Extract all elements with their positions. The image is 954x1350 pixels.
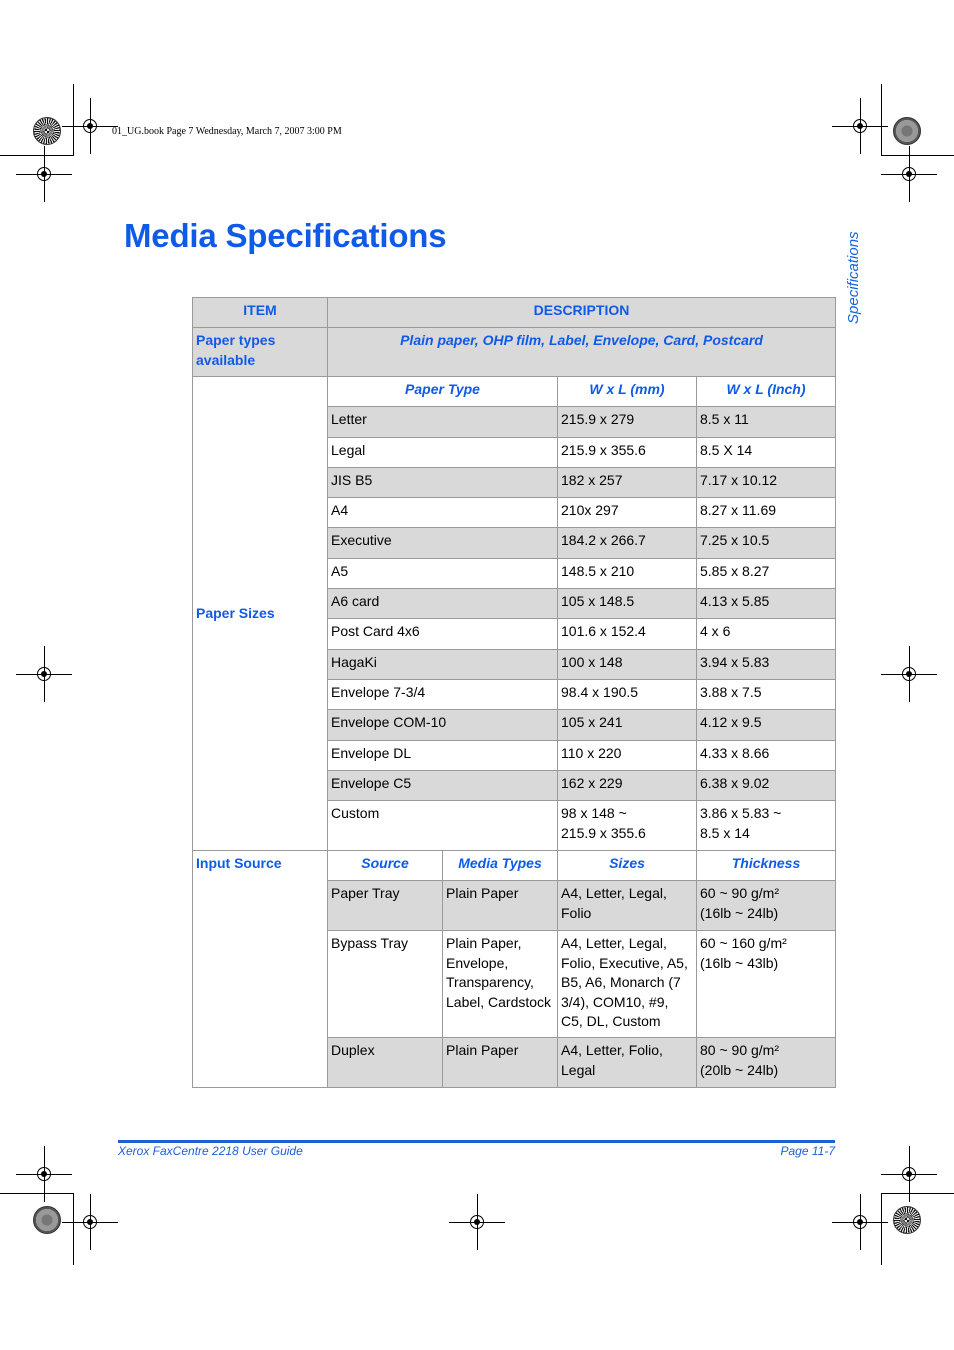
paper-type-cell: Envelope COM-10 <box>328 710 558 740</box>
inch-size-cell: 8.5 X 14 <box>697 437 836 467</box>
column-paper-type: Paper Type <box>328 377 558 407</box>
mm-size-cell: 98 x 148 ~ 215.9 x 355.6 <box>558 801 697 851</box>
crop-line <box>73 1193 74 1265</box>
inch-size-cell: 3.86 x 5.83 ~ 8.5 x 14 <box>697 801 836 851</box>
paper-type-cell: Envelope 7-3/4 <box>328 679 558 709</box>
mm-size-cell: 105 x 241 <box>558 710 697 740</box>
media-types-cell: Plain Paper <box>443 881 558 931</box>
mm-size-cell: 100 x 148 <box>558 649 697 679</box>
crop-line <box>881 84 882 156</box>
thickness-cell: 60 ~ 160 g/m² (16lb ~ 43lb) <box>697 931 836 1038</box>
crop-line <box>73 84 74 156</box>
media-types-cell: Plain Paper <box>443 1038 558 1088</box>
paper-types-label: Paper types available <box>193 328 328 377</box>
paper-type-cell: Letter <box>328 407 558 437</box>
sizes-cell: A4, Letter, Legal, Folio <box>558 881 697 931</box>
sizes-cell: A4, Letter, Legal, Folio, Executive, A5, B5, A6, Monarch (7 3/4), COM10, #9, C5, DL, Custom <box>558 931 697 1038</box>
column-mm: W x L (mm) <box>558 377 697 407</box>
crop-line <box>0 1193 73 1194</box>
paper-type-cell: Envelope DL <box>328 740 558 770</box>
thickness-cell: 60 ~ 90 g/m² (16lb ~ 24lb) <box>697 881 836 931</box>
crop-line <box>881 155 954 156</box>
crop-line <box>881 1193 954 1194</box>
inch-size-cell: 4.12 x 9.5 <box>697 710 836 740</box>
mm-size-cell: 184.2 x 266.7 <box>558 528 697 558</box>
inch-size-cell: 8.27 x 11.69 <box>697 498 836 528</box>
header-item: ITEM <box>193 298 328 328</box>
mm-size-cell: 162 x 229 <box>558 770 697 800</box>
paper-type-cell: Custom <box>328 801 558 851</box>
inch-size-cell: 4.13 x 5.85 <box>697 589 836 619</box>
table-row <box>193 298 836 328</box>
mm-size-cell: 98.4 x 190.5 <box>558 679 697 709</box>
mm-size-cell: 210x 297 <box>558 498 697 528</box>
thickness-cell: 80 ~ 90 g/m² (20lb ~ 24lb) <box>697 1038 836 1088</box>
paper-type-cell: JIS B5 <box>328 467 558 497</box>
paper-type-cell: HagaKi <box>328 649 558 679</box>
paper-type-cell: A5 <box>328 558 558 588</box>
header-description: DESCRIPTION <box>328 298 836 328</box>
page-title: Media Specifications <box>124 217 447 254</box>
mm-size-cell: 110 x 220 <box>558 740 697 770</box>
color-bar-icon <box>893 117 921 145</box>
source-cell: Duplex <box>328 1038 443 1088</box>
mm-size-cell: 148.5 x 210 <box>558 558 697 588</box>
inch-size-cell: 4.33 x 8.66 <box>697 740 836 770</box>
paper-types-value: Plain paper, OHP film, Label, Envelope, Card, Postcard <box>328 328 836 377</box>
inch-size-cell: 3.88 x 7.5 <box>697 679 836 709</box>
column-thickness: Thickness <box>697 851 836 881</box>
paper-type-cell: Post Card 4x6 <box>328 619 558 649</box>
paper-type-cell: Legal <box>328 437 558 467</box>
section-side-tab: Specifications <box>845 231 862 324</box>
sizes-cell: A4, Letter, Folio, Legal <box>558 1038 697 1088</box>
crop-line <box>881 1193 882 1265</box>
inch-size-cell: 7.17 x 10.12 <box>697 467 836 497</box>
column-sizes: Sizes <box>558 851 697 881</box>
color-bar-icon <box>33 1206 61 1234</box>
source-cell: Bypass Tray <box>328 931 443 1038</box>
source-cell: Paper Tray <box>328 881 443 931</box>
input-source-label: Input Source <box>193 851 328 1088</box>
mm-size-cell: 182 x 257 <box>558 467 697 497</box>
inch-size-cell: 3.94 x 5.83 <box>697 649 836 679</box>
table-row <box>193 377 836 407</box>
paper-type-cell: A4 <box>328 498 558 528</box>
inch-size-cell: 5.85 x 8.27 <box>697 558 836 588</box>
media-specifications-table <box>192 297 836 1088</box>
column-source: Source <box>328 851 443 881</box>
footer-page-number: Page 11-7 <box>780 1144 835 1158</box>
mm-size-cell: 105 x 148.5 <box>558 589 697 619</box>
inch-size-cell: 7.25 x 10.5 <box>697 528 836 558</box>
column-inch: W x L (Inch) <box>697 377 836 407</box>
mm-size-cell: 215.9 x 279 <box>558 407 697 437</box>
table-row <box>193 851 836 881</box>
paper-type-cell: Executive <box>328 528 558 558</box>
inch-size-cell: 6.38 x 9.02 <box>697 770 836 800</box>
inch-size-cell: 4 x 6 <box>697 619 836 649</box>
footer-guide-title: Xerox FaxCentre 2218 User Guide <box>118 1144 303 1158</box>
color-bar-icon <box>893 1206 921 1234</box>
mm-size-cell: 101.6 x 152.4 <box>558 619 697 649</box>
mm-size-cell: 215.9 x 355.6 <box>558 437 697 467</box>
inch-size-cell: 8.5 x 11 <box>697 407 836 437</box>
color-bar-icon <box>33 117 61 145</box>
paper-type-cell: A6 card <box>328 589 558 619</box>
print-job-info: 01_UG.book Page 7 Wednesday, March 7, 2007 3:00 PM <box>112 126 342 137</box>
media-types-cell: Plain Paper, Envelope, Transparency, Label, Cardstock <box>443 931 558 1038</box>
footer-rule <box>118 1140 835 1143</box>
table-row <box>193 328 836 377</box>
paper-sizes-label: Paper Sizes <box>193 377 328 851</box>
column-media-types: Media Types <box>443 851 558 881</box>
crop-line <box>0 155 73 156</box>
paper-type-cell: Envelope C5 <box>328 770 558 800</box>
